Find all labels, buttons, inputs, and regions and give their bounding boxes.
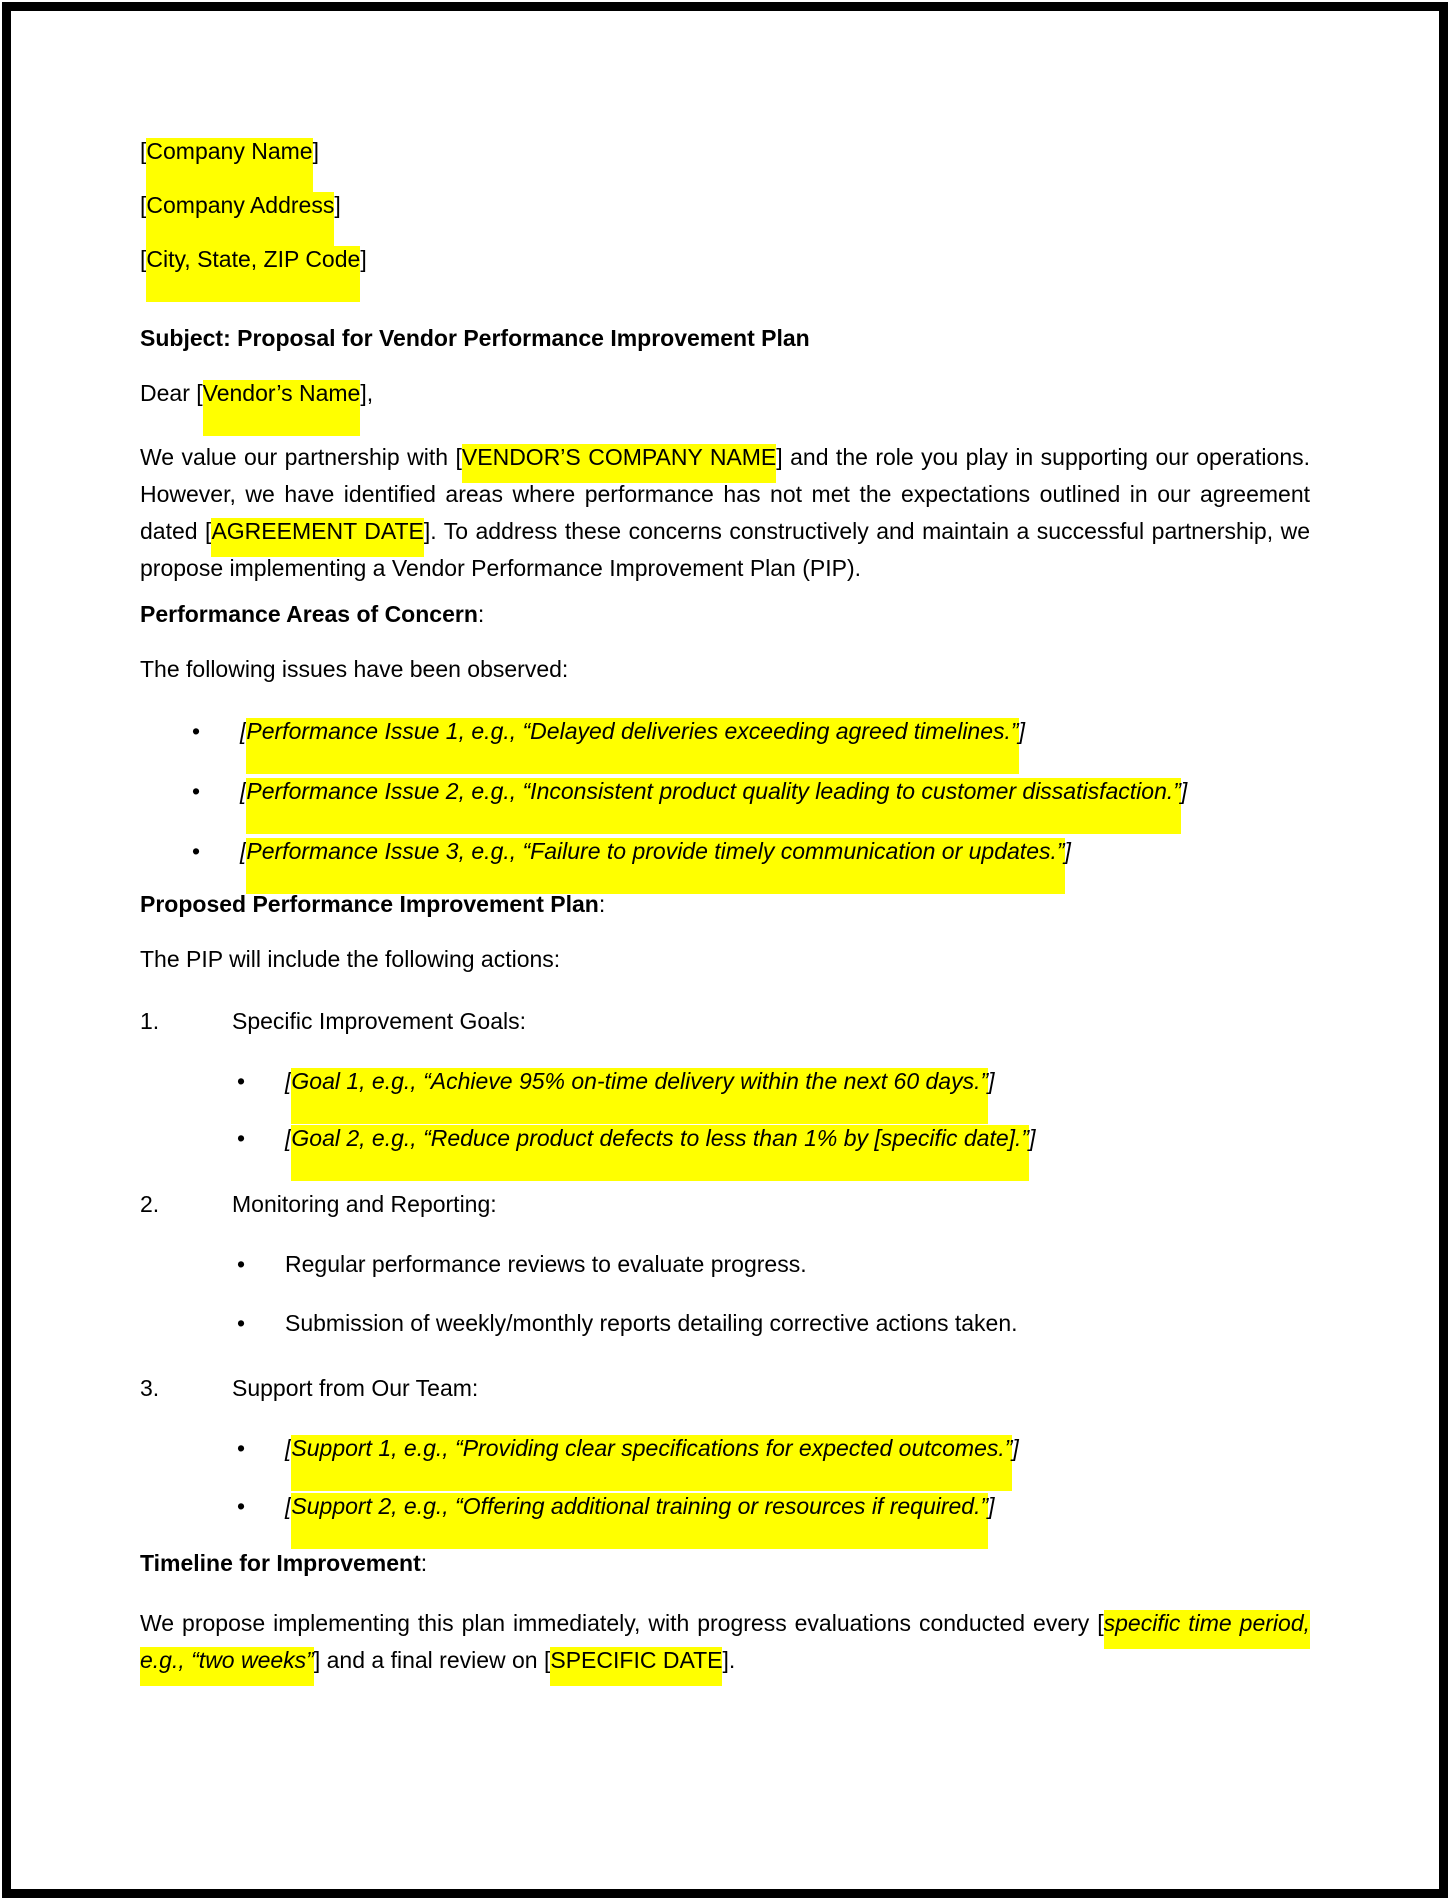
plan-intro: The PIP will include the following actions: (140, 946, 561, 972)
bracket: [ (140, 138, 147, 164)
bracket: [ (140, 192, 147, 218)
vendor-company-name-placeholder: VENDOR’S COMPANY NAME (461, 444, 777, 470)
concerns-heading-label: Performance Areas of Concern (140, 601, 478, 627)
time-period-placeholder: specific time period, e.g., “two weeks” (140, 1610, 1310, 1673)
bullet-icon: • (237, 1068, 246, 1094)
timeline-text: We propose implementing this plan immediately, with progress evaluations conducted every [ (140, 1610, 1104, 1636)
salutation-prefix: Dear [ (140, 380, 203, 406)
plan-heading-colon: : (598, 891, 606, 917)
monitoring-1-text: Regular performance reviews to evaluate progress. (285, 1251, 807, 1277)
goal-1-text (285, 1067, 1310, 1095)
item-3-title: Support from Our Team: (232, 1375, 479, 1401)
bracket: ] (360, 246, 367, 272)
bullet-icon: • (192, 838, 201, 864)
issue-2-placeholder: Performance Issue 2, e.g., “Inconsistent product quality leading to customer dissatisfaction.” (246, 778, 1181, 804)
goal-2-text (285, 1124, 1310, 1152)
company-name-placeholder: Company Name (146, 138, 313, 164)
city-state-zip-line (140, 245, 1310, 273)
list-item-monitoring-2 (140, 1309, 1310, 1337)
bracket: [ (285, 1068, 292, 1094)
concerns-heading-colon: : (477, 601, 485, 627)
list-item-support-1 (140, 1434, 1310, 1462)
plan-heading-label: Proposed Performance Improvement Plan (140, 891, 599, 917)
bracket: [ (285, 1125, 292, 1151)
bullet-icon: • (237, 1125, 246, 1151)
company-name-line (140, 137, 1310, 165)
bracket: ] (334, 192, 341, 218)
timeline-text: ] and a final review on [ (313, 1647, 551, 1673)
company-address-placeholder: Company Address (146, 192, 335, 218)
vendor-name-placeholder: Vendor’s Name (202, 380, 361, 406)
item-2-title: Monitoring and Reporting: (232, 1191, 497, 1217)
subject-line: Subject: Proposal for Vendor Performance Improvement Plan (140, 325, 810, 351)
issue-2-text (240, 777, 1310, 805)
timeline-heading (140, 1549, 1310, 1577)
timeline-heading-label: Timeline for Improvement (140, 1550, 421, 1576)
goal-2-placeholder: Goal 2, e.g., “Reduce product defects to less than 1% by [specific date].” (291, 1125, 1030, 1151)
monitoring-2-text: Submission of weekly/monthly reports detailing corrective actions taken. (285, 1310, 1018, 1336)
issue-3-text (240, 837, 1310, 865)
timeline-heading-colon: : (420, 1550, 428, 1576)
goal-1-placeholder: Goal 1, e.g., “Achieve 95% on-time delivery within the next 60 days.” (291, 1068, 989, 1094)
support-1-placeholder: Support 1, e.g., “Providing clear specifications for expected outcomes.” (291, 1435, 1013, 1461)
city-state-zip-placeholder: City, State, ZIP Code (146, 246, 361, 272)
bracket: ] (1012, 1435, 1019, 1461)
salutation-suffix: ], (360, 380, 374, 406)
bracket: ] (988, 1068, 995, 1094)
intro-paragraph (140, 439, 1310, 587)
support-1-text (285, 1434, 1310, 1462)
issue-3-placeholder: Performance Issue 3, e.g., “Failure to provide timely communication or updates.” (246, 838, 1065, 864)
plan-heading (140, 890, 1310, 918)
numbered-item-3 (140, 1374, 1310, 1402)
agreement-date-placeholder: AGREEMENT DATE (211, 518, 424, 544)
bullet-icon: • (237, 1435, 246, 1461)
bracket: ] (988, 1493, 995, 1519)
blank-line (140, 273, 1310, 324)
company-address-line (140, 191, 1310, 219)
specific-date-placeholder: SPECIFIC DATE (550, 1647, 723, 1673)
list-item-goal-1 (140, 1067, 1310, 1095)
bracket: [ (140, 246, 147, 272)
item-1-title: Specific Improvement Goals: (232, 1008, 527, 1034)
bracket: [ (240, 778, 247, 804)
item-number: 1. (140, 1008, 160, 1034)
concerns-intro: The following issues have been observed: (140, 656, 569, 682)
bracket: ] (1018, 718, 1025, 744)
list-item-goal-2 (140, 1124, 1310, 1152)
numbered-item-2 (140, 1190, 1310, 1218)
issue-1-placeholder: Performance Issue 1, e.g., “Delayed deliveries exceeding agreed timelines.” (246, 718, 1019, 744)
bracket: [ (285, 1435, 292, 1461)
intro-text: We value our partnership with [ (140, 444, 462, 470)
intro-text: ] and the role you play in supporting our operations. However, we have identified areas where performance has not met the expectations outlined in our agreement dated [ (140, 444, 1311, 544)
issue-1-text (240, 717, 1310, 745)
intro-text: ]. To address these concerns constructively and maintain a successful partnership, we propose implementing a Vendor Performance Improvement Plan (PIP). (140, 518, 1311, 581)
bracket: [ (240, 718, 247, 744)
timeline-paragraph (140, 1605, 1310, 1679)
bullet-icon: • (192, 778, 201, 804)
bullet-icon: • (237, 1251, 246, 1277)
bracket: ] (312, 138, 319, 164)
bracket: ] (1064, 838, 1071, 864)
bullet-icon: • (237, 1310, 246, 1336)
letter-document (140, 137, 1310, 1679)
list-item-monitoring-1 (140, 1250, 1310, 1278)
bracket: ] (1029, 1125, 1036, 1151)
timeline-text: ]. (722, 1647, 736, 1673)
concerns-heading (140, 600, 1310, 628)
list-item-issue-1 (140, 717, 1310, 745)
salutation-line (140, 379, 1310, 407)
list-item-support-2 (140, 1492, 1310, 1520)
bullet-icon: • (192, 718, 201, 744)
item-number: 2. (140, 1191, 160, 1217)
support-2-placeholder: Support 2, e.g., “Offering additional training or resources if required.” (291, 1493, 989, 1519)
list-item-issue-3 (140, 837, 1310, 865)
list-item-issue-2 (140, 777, 1310, 805)
support-2-text (285, 1492, 1310, 1520)
item-number: 3. (140, 1375, 160, 1401)
numbered-item-1 (140, 1007, 1310, 1035)
bracket: ] (1180, 778, 1188, 804)
bracket: [ (285, 1493, 292, 1519)
bracket: [ (240, 838, 247, 864)
bullet-icon: • (237, 1493, 246, 1519)
